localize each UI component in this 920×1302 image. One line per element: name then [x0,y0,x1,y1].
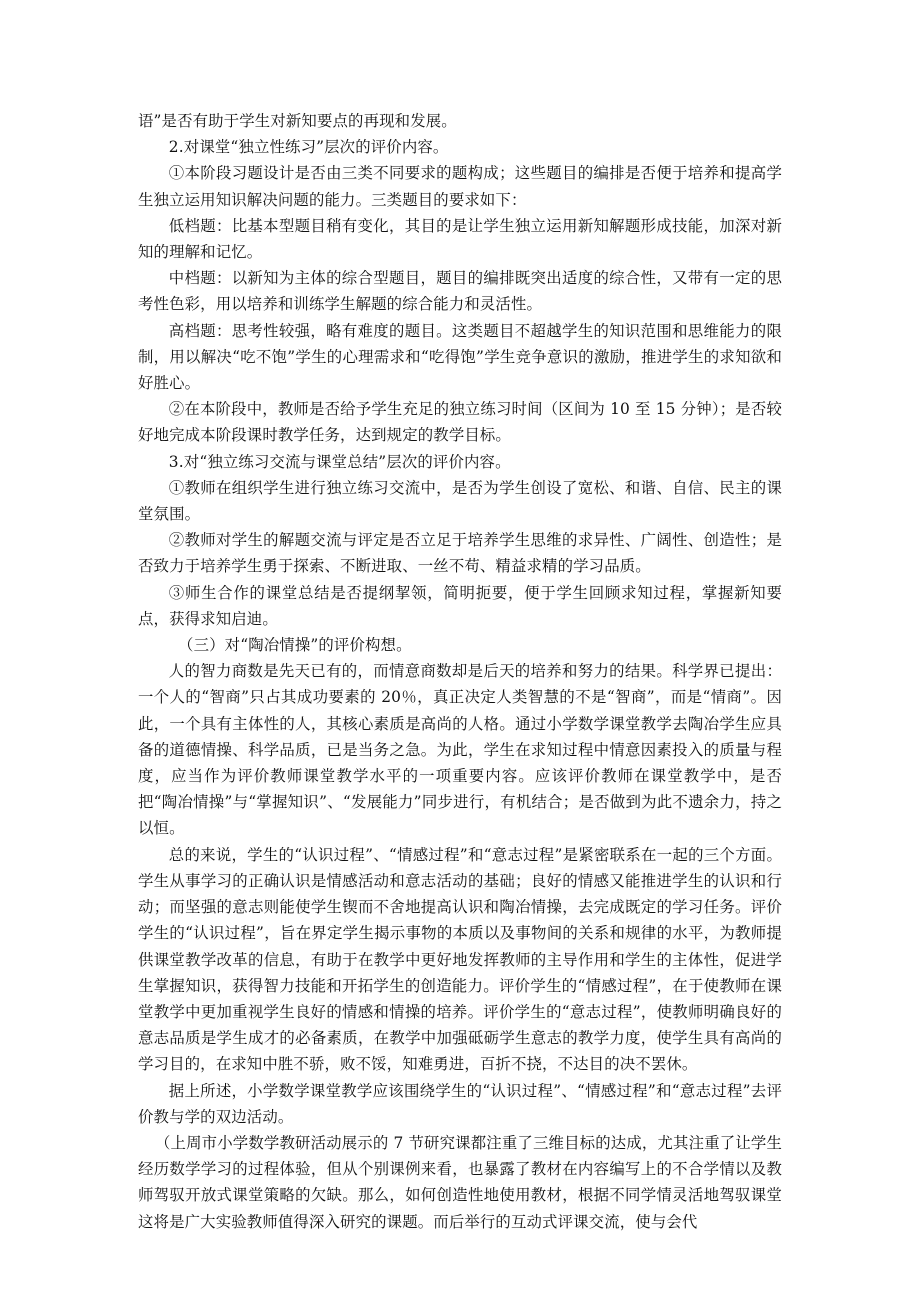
paragraph-item-1: ①本阶段习题设计是否由三类不同要求的题构成；这些题目的编排是否便于培养和提高学生独立运用知识解决问题的能力。三类题目的要求如下： [138,164,782,209]
paragraph-item-2b: ②教师对学生的解题交流与评定是否立足于培养学生思维的求异性、广阔性、创造性；是否致力于培养学生勇于探索、不断进取、一丝不苟、精益求精的学习品质。 [138,531,782,576]
section-heading-2: 2.对课堂“独立性练习”层次的评价内容。 [168,138,449,157]
paragraph-item-3b: ③师生合作的课堂总结是否提纲挈领，简明扼要，便于学生回顾求知过程，掌握新知要点，获得求知启迪。 [138,583,782,628]
paragraph-emotion: 人的智力商数是先天已有的，而情意商数却是后天的培养和努力的结果。科学界已提出：一个人的“智商”只占其成功要素的 20％，真正决定人类智慧的不是“智商”，而是“情商”。因此，一个具有主体性的人，其核心素质是高尚的人格。通过小学数学课堂教学去陶冶学生应具备的道德情操、科学品质，已是当务之急。为此，学生在求知过程中情意因素投入的质量与程度，应当作为评价教师课堂教学水平的一项重要内容。应该评价教师在课堂教学中，是否把“陶冶情操”与“掌握知识”、“发展能力”同步进行，有机结合；是否做到为此不遗余力，持之以恒。 [138,662,782,838]
paragraph-item-1b: ①教师在组织学生进行独立练习交流中，是否为学生创设了宽松、和谐、自信、民主的课堂氛围。 [138,478,782,524]
section-heading-three: （三）对“陶冶情操”的评价构想。 [178,636,412,655]
paragraph-low-level: 低档题：比基本型题目稍有变化，其目的是让学生独立运用新知解题形成技能，加深对新知的理解和记忆。 [138,216,782,262]
paragraph-remark: （上周市小学数学教研活动展示的 7 节研究课都注重了三维目标的达成，尤其注重了让学生经历数学学习的过程体验，但从个别课例来看，也暴露了教材在内容编写上的不合学情以及教师驾驭开放式课堂策略的欠缺。那么，如何创造性地使用教材，根据不同学情灵活地驾驭课堂这将是广大实验教师值得深入研究的课题。而后举行的互动式评课交流，使与会代 [138,1133,782,1231]
section-heading-3: 3.对“独立练习交流与课堂总结”层次的评价内容。 [168,452,511,471]
paragraph-high-level: 高档题：思考性较强，略有难度的题目。这类题目不超越学生的知识范围和思维能力的限制，用以解决“吃不饱”学生的心理需求和“吃得饱”学生竞争意识的激励，推进学生的求知欲和好胜心。 [138,321,782,393]
paragraph-summary: 总的来说，学生的“认识过程”、“情感过程”和“意志过程”是紧密联系在一起的三个方面。学生从事学习的正确认识是情感活动和意志活动的基础；良好的情感又能推进学生的认识和行动；而坚强的意志则能使学生锲而不舍地提高认识和陶冶情操，去完成既定的学习任务。评价学生的“认识过程”，旨在界定学生揭示事物的本质以及事物间的关系和规律的水平，为教师提供课堂教学改革的信息，有助于在教学中更好地发挥教师的主导作用和学生的主体性，促进学生掌握知识，获得智力技能和开拓学生的创造能力。评价学生的“情感过程”，在于使教师在课堂教学中更加重视学生良好的情感和情操的培养。评价学生的“意志过程”，使教师明确良好的意志品质是学生成才的必备素质，在教学中加强砥砺学生意志的教学力度，使学生具有高尚的学习目的，在求知中胜不骄，败不馁，知难勇进，百折不挠，不达目的决不罢休。 [138,845,782,1074]
paragraph-mid-level: 中档题：以新知为主体的综合型题目，题目的编排既突出适度的综合性，又带有一定的思考性色彩，用以培养和训练学生解题的综合能力和灵活性。 [138,269,782,314]
document-page [138,108,782,1235]
paragraph-conclusion: 据上所述，小学数学课堂教学应该围绕学生的“认识过程”、“情感过程”和“意志过程”去评价教与学的双边活动。 [138,1081,782,1126]
paragraph-continuation: 语”是否有助于学生对新知要点的再现和发展。 [138,112,457,130]
paragraph-item-2: ②在本阶段中，教师是否给予学生充足的独立练习时间（区间为 10 至 15 分钟）；是否较好地完成本阶段课时教学任务，达到规定的教学目标。 [138,400,782,445]
